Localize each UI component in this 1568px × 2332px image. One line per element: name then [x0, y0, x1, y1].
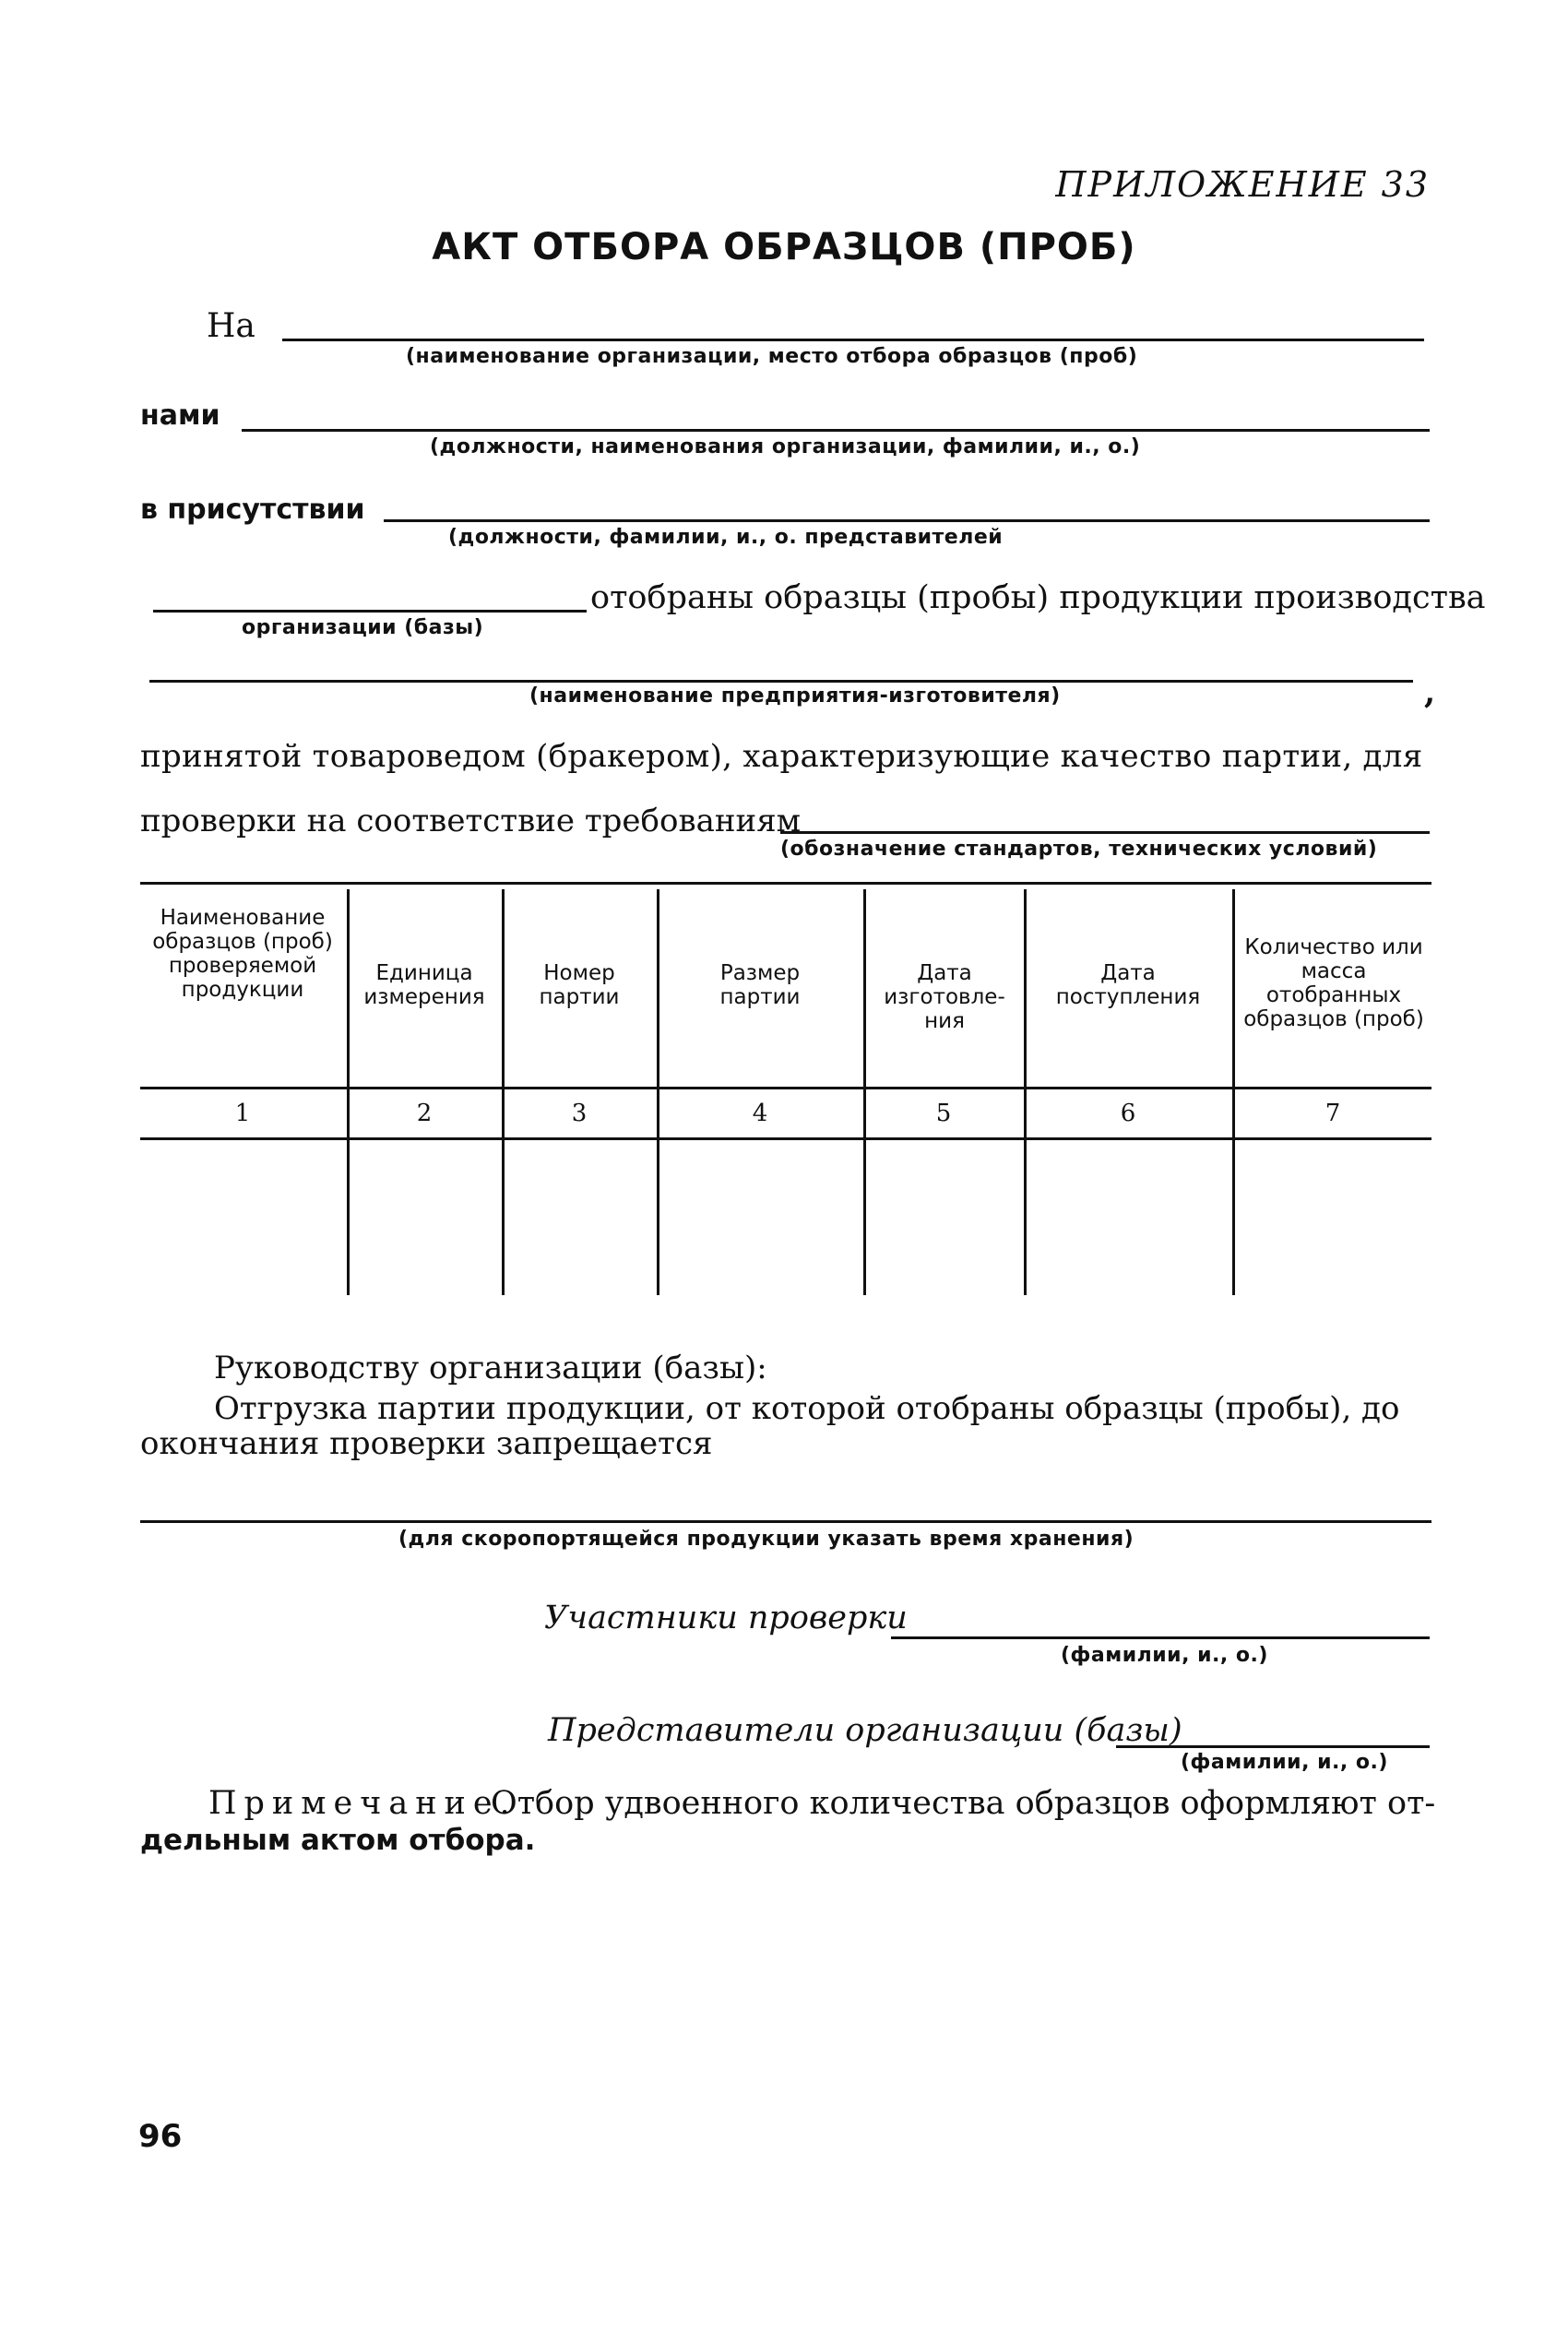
- na-label: На: [207, 307, 255, 345]
- representatives-field-line[interactable]: [1116, 1745, 1430, 1748]
- standards-caption: (обозначение стандартов, технических условий): [780, 838, 1378, 861]
- table-column-number: 2: [416, 1100, 433, 1127]
- standards-field-line[interactable]: [780, 831, 1430, 834]
- note-line-2: дельным актом отбора.: [140, 1824, 536, 1857]
- nami-field-line[interactable]: [242, 429, 1430, 432]
- representatives-label: Представители организации (базы): [548, 1712, 1182, 1749]
- participants-label: Участники проверки: [544, 1600, 908, 1636]
- table-header-name: Наименование образцов (проб) проверяемой продукции: [152, 906, 333, 1002]
- participants-field-line[interactable]: [891, 1636, 1430, 1639]
- management-line-1: Отгрузка партии продукции, от которой отобраны образцы (пробы), до: [214, 1390, 1400, 1427]
- perishable-field-line[interactable]: [140, 1520, 1431, 1523]
- table-top-border: [140, 882, 1431, 885]
- table-header-bottom-border: [140, 1087, 1431, 1089]
- table-numbers-bottom-border: [140, 1137, 1431, 1140]
- table-data-row[interactable]: [140, 1144, 1431, 1295]
- note-line-1: Отбор удвоенного количества образцов оформляют от-: [491, 1785, 1436, 1822]
- representatives-caption: (фамилии, и., о.): [1181, 1751, 1388, 1774]
- presence-caption: (должности, фамилии, и., о. представителей: [448, 526, 1004, 549]
- table-header-unit: Единица измерения: [363, 961, 485, 1009]
- nami-label: нами: [140, 399, 220, 432]
- manufacturer-field-line[interactable]: [149, 680, 1413, 683]
- na-field-line[interactable]: [282, 339, 1424, 341]
- management-line-2: окончания проверки запрещается: [140, 1425, 713, 1462]
- manufacturer-caption: (наименование предприятия-изготовителя): [529, 684, 1061, 708]
- table-header-manufacture-date: Дата изготовле-ния: [884, 961, 1005, 1033]
- participants-caption: (фамилии, и., о.): [1061, 1644, 1268, 1667]
- table-column-number: 7: [1324, 1100, 1341, 1127]
- table-column-number: 5: [935, 1100, 952, 1127]
- manufacturer-comma: ,: [1424, 673, 1436, 711]
- table-header-receipt-date: Дата поступления: [1055, 961, 1201, 1009]
- check-text: проверки на соответствие требованиям: [140, 803, 802, 839]
- table-column-number: 6: [1120, 1100, 1136, 1127]
- table-column-number: 3: [571, 1100, 588, 1127]
- page-number: 96: [138, 2118, 183, 2155]
- table-header-batch-size: Размер партии: [719, 961, 801, 1009]
- organization-field-line[interactable]: [153, 610, 587, 613]
- table-column-number: 4: [752, 1100, 768, 1127]
- na-caption: (наименование организации, место отбора образцов (проб): [406, 345, 1138, 368]
- appendix-label: ПРИЛОЖЕНИЕ 33: [1055, 164, 1430, 205]
- presence-label: в присутствии: [140, 494, 365, 526]
- table-column-number: 1: [234, 1100, 251, 1127]
- page-title: АКТ ОТБОРА ОБРАЗЦОВ (ПРОБ): [432, 226, 1136, 268]
- organization-caption: организации (базы): [242, 616, 484, 639]
- note-heading: Примечание.: [208, 1785, 517, 1822]
- table-header-quantity: Количество или масса отобранных образцов (проб): [1243, 935, 1424, 1031]
- management-heading: Руководству организации (базы):: [214, 1350, 767, 1386]
- perishable-caption: (для скоропортящейся продукции указать время хранения): [398, 1528, 1134, 1551]
- table-header-batch-number: Номер партии: [539, 961, 620, 1009]
- presence-field-line[interactable]: [384, 519, 1430, 522]
- selected-text: отобраны образцы (пробы) продукции производства: [590, 579, 1486, 616]
- nami-caption: (должности, наименования организации, фамилии, и., о.): [430, 435, 1141, 458]
- accepted-text: принятой товароведом (бракером), характеризующие качество партии, для: [140, 738, 1423, 775]
